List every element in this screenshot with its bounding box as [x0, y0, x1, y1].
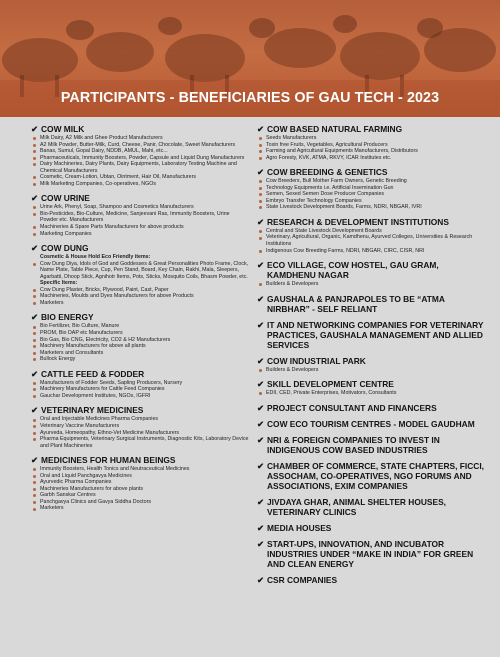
list-item: Builders & Developers [257, 367, 485, 374]
section-heading [257, 497, 485, 517]
section-cow-urine [31, 193, 249, 237]
list-item: A2 Milk Powder, Butter-Milk, Curd, Cheese, Panir, Chocolate, Sweet Manufacturers [31, 142, 249, 149]
participants-list [0, 124, 500, 657]
section-eco-village-cow-hostel-gau-gram-kamdhenu [257, 260, 485, 288]
list-item: Pharma Equipments, Veterinary Surgical Instruments, Diagnostic Kits, Laboratory Device and Plant Machineries [31, 436, 249, 449]
section-jivdaya-ghar-animal-shelter-houses-veter [257, 497, 485, 517]
list-item: Bio-Pesticides, Bio-Culture, Medicine, Sanjeevani Ras, Immunity Boosters, Urine Powder etc. Manufacturers [31, 211, 249, 224]
section-cow-milk [31, 124, 249, 187]
bullet-list [31, 466, 249, 512]
section-heading-text: MEDIA HOUSES [267, 522, 332, 533]
page-title: PARTICIPANTS - BENEFICIARIES OF GAU TECH - 2023 [60, 90, 440, 106]
section-heading-text: RESEARCH & DEVELOPMENT INSTITUTIONS [267, 216, 449, 227]
check-icon: ✔ [257, 167, 265, 178]
section-bio-energy [31, 312, 249, 362]
section-heading [31, 193, 249, 203]
check-icon: ✔ [257, 460, 265, 471]
check-icon: ✔ [257, 522, 265, 533]
check-icon: ✔ [257, 379, 265, 390]
list-item: Pharmaceuticals, Immunity Boosters, Powder, Capsule and Liquid Dung Manufacturers [31, 155, 249, 162]
subheading: Specific Items: [40, 280, 78, 287]
section-heading [257, 124, 485, 134]
section-heading [257, 419, 485, 429]
bullet-list [31, 135, 249, 187]
list-item: Marketers and Consultants [31, 350, 249, 357]
section-heading-text: IT AND NETWORKING COMPANIES FOR VETERINARY PRACTICES, GAUSHALA MANAGEMENT AND ALLIED SERVICES [267, 319, 484, 350]
section-medicines-for-human-beings [31, 455, 249, 512]
section-heading-text: BIO ENERGY [41, 312, 94, 323]
right-column [257, 124, 485, 591]
section-heading-text: SKILL DEVELOPMENT CENTRE [267, 379, 394, 390]
list-item: Dairy Machineries, Dairy Plants, Dairy Equipments, Laboratory Testing Machine and Chemical Manufacturers [31, 161, 249, 174]
section-heading-text: COW MILK [41, 124, 85, 134]
bullet-list [257, 135, 485, 161]
list-item: Builders & Developers [257, 281, 485, 288]
list-item: Bio Fertilizer, Bio Culture, Manure [31, 323, 249, 330]
section-heading [31, 124, 249, 134]
list-item: Cow Dung Plaster, Bricks, Plywood, Paint, Cast, Paper [31, 287, 249, 294]
bullet-list [31, 323, 249, 362]
section-heading-text: COW BASED NATURAL FARMING [267, 124, 403, 134]
section-heading-text: CSR COMPANIES [267, 574, 338, 585]
section-heading [31, 243, 249, 253]
check-icon: ✔ [31, 243, 39, 254]
section-heading [257, 435, 485, 455]
list-item: Technology Equipments i.e. Artificial Insemination Gun [257, 185, 485, 192]
subheading: Cosmetic & House Hold Eco Friendly items: [40, 254, 151, 261]
list-item: Oral and Injectable Medicines Pharma Companies [31, 416, 249, 423]
list-item: Agro Foresty, KVK, ATMA, RKVY, ICAR Institutes etc. [257, 155, 485, 162]
section-cattle-feed-fodder [31, 369, 249, 400]
section-heading [31, 312, 249, 322]
list-item: Semen, Sexed Semen Dose Producer Companies [257, 191, 485, 198]
section-gaushala-panjrapoles-to-be-atma-nirbhar- [257, 294, 485, 314]
check-icon: ✔ [257, 574, 265, 585]
section-research-development-institutions [257, 217, 485, 254]
section-skill-development-centre [257, 379, 485, 397]
header-banner [0, 0, 500, 117]
list-item: Marketers [31, 505, 249, 512]
list-item: Marketers [31, 300, 249, 307]
section-heading [257, 575, 485, 585]
list-item: Veterinary, Agricultural, Organic, Kamdhenu, Ayurved Colleges, Universities & Research Institutions [257, 234, 485, 247]
section-heading [257, 217, 485, 227]
section-heading [257, 356, 485, 366]
section-media-houses [257, 523, 485, 533]
check-icon: ✔ [257, 418, 265, 429]
check-icon: ✔ [257, 496, 265, 507]
list-item: Machinery Manufacturers for Cattle Feed Companies [31, 386, 249, 393]
list-item: PROM, Bio DAP etc Manufacturers [31, 330, 249, 337]
list-item: Machineries & Spare Parts Manufacturers for above products [31, 224, 249, 231]
bullet-list [31, 254, 249, 306]
section-heading-text: COW INDUSTRIAL PARK [267, 355, 366, 366]
list-item: Machinery Manufacturers for above all plants [31, 343, 249, 350]
list-item: Immunity Boosters, Health Tonics and Neutraceutical Medicines [31, 466, 249, 473]
section-heading-text: CATTLE FEED & FODDER [41, 368, 145, 379]
section-cow-breeding-genetics [257, 167, 485, 211]
section-heading [257, 403, 485, 413]
check-icon: ✔ [257, 319, 265, 330]
section-heading-text: COW DUNG [41, 243, 89, 254]
check-icon: ✔ [257, 293, 265, 304]
section-heading-text: PROJECT CONSULTANT AND FINANCERS [267, 402, 437, 413]
section-heading-text: VETERINARY MEDICINES [41, 405, 144, 416]
list-item: Cow Breeders, Bull Mother Farm Owners, Genetic Breeding [257, 178, 485, 185]
section-heading-text: START-UPS, INNOVATION, AND INCUBATOR INDUSTRIES UNDER “MAKE IN INDIA” FOR GREEN AND CLEAN ENERGY [267, 538, 474, 569]
check-icon: ✔ [31, 405, 39, 416]
section-nri-foreign-companies-to-invest-in-indig [257, 435, 485, 455]
list-item: Milk Marketing Companies, Co-operatives, NGOs [31, 181, 249, 188]
list-item: Milk Dairy, A2 Milk and Ghee Product Manufacturers [31, 135, 249, 142]
list-item: Gauchar Development Institutes, NGOs, IGFRI [31, 393, 249, 400]
section-heading [31, 455, 249, 465]
section-cow-industrial-park [257, 356, 485, 374]
section-heading-text: JIVDAYA GHAR, ANIMAL SHELTER HOUSES, VETERINARY CLINICS [267, 496, 447, 517]
list-item: Banas, Sumul, Gopal Dairy, NDDB, AMUL, Mahi, etc... [31, 148, 249, 155]
section-heading-text: GAUSHALA & PANJRAPOLES TO BE “ATMA NIRBHAR” - SELF RELIANT [267, 293, 445, 314]
list-item: Ayurveda, Homeopathy, Ethno-Vet Medicine Manufacturers [31, 430, 249, 437]
section-cow-based-natural-farming [257, 124, 485, 161]
check-icon: ✔ [31, 193, 39, 204]
section-veterinary-medicines [31, 405, 249, 449]
list-item: Panchgavya Clinics and Gavya Siddha Doctors [31, 499, 249, 506]
section-heading-text: COW ECO TOURISM CENTRES - MODEL GAUDHAM [267, 418, 475, 429]
list-item: Machineries, Moulds and Dyes Manufacturers for above Products [31, 293, 249, 300]
check-icon: ✔ [257, 124, 265, 134]
list-item: Bullock Energy [31, 356, 249, 363]
list-item: Toxin free Fruits, Vegetables, Agricultural Producers [257, 142, 485, 149]
section-heading-text: COW BREEDING & GENETICS [267, 167, 388, 178]
bullet-list [31, 416, 249, 449]
list-item: Bio Gas, Bio CNG, Electricity, CO2 & H2 Manufacturers [31, 337, 249, 344]
list-item: Indigenous Cow Breeding Farms, NDRI, NBGAR, CIRC, CISR, NRI [257, 248, 485, 255]
section-heading-text: NRI & FOREIGN COMPANIES TO INVEST IN INDIGENOUS COW BASED INDUSTRIES [267, 434, 440, 455]
check-icon: ✔ [31, 312, 39, 323]
check-icon: ✔ [257, 538, 265, 549]
section-heading [257, 294, 485, 314]
section-chamber-of-commerce-state-chapters-ficci [257, 461, 485, 491]
section-heading-text: MEDICINES FOR HUMAN BEINGS [41, 455, 176, 466]
check-icon: ✔ [31, 124, 39, 134]
section-heading [257, 461, 485, 491]
bullet-list [31, 380, 249, 400]
check-icon: ✔ [257, 402, 265, 413]
check-icon: ✔ [257, 434, 265, 445]
bullet-list [257, 390, 485, 397]
section-heading [257, 260, 485, 280]
section-heading-text: ECO VILLAGE, COW HOSTEL, GAU GRAM, KAMDHENU NAGAR [267, 260, 439, 281]
check-icon: ✔ [31, 455, 39, 466]
check-icon: ✔ [257, 355, 265, 366]
list-item: Manufacturers of Fodder Seeds, Sapling Producers, Nursery [31, 380, 249, 387]
section-project-consultant-and-financers [257, 403, 485, 413]
list-item: Embryo Transfer Technology Companies [257, 198, 485, 205]
list-item: Machineries Manufacturers for above plants [31, 486, 249, 493]
list-item: State Livestock Development Boards, Farms, NDRI, NBGAR, IVRI [257, 204, 485, 211]
list-item: Central and State Livestock Development Boards [257, 228, 485, 235]
left-column [31, 124, 249, 518]
section-it-and-networking-companies-for-veterina [257, 320, 485, 350]
list-item: Farming and Agricultural Equipments Manufacturers, Distributors [257, 148, 485, 155]
section-heading [257, 167, 485, 177]
section-cow-eco-tourism-centres-model-gaudham [257, 419, 485, 429]
list-item: Marketing Companies [31, 231, 249, 238]
section-csr-companies [257, 575, 485, 585]
list-item: Cow Dung Diya, Idols of God and Goddesses & Great Personalities Photo Frame, Clock, Name Plate, Table Piece, Cup, Pen Stand, Board, Key Chain, Rakhi, Mala, Sleepers, Agarbatti, Dhoop Stick, Agnihotr Items, Pots, Sticks, Mosquito Coils, Bhasm Powder, etc. [31, 261, 249, 281]
list-item: Garbh Sanskar Centres [31, 492, 249, 499]
bullet-list [257, 178, 485, 211]
bullet-list [257, 228, 485, 254]
section-heading [257, 523, 485, 533]
list-item: EDII, CED, Private Enterprises, Motivators, Consultants [257, 390, 485, 397]
list-item: Cosmetic, Cream-Lotion, Ubtan, Ointment, Hair Oil, Manufacturers [31, 174, 249, 181]
bullet-list [31, 204, 249, 237]
check-icon: ✔ [257, 260, 265, 271]
section-heading [257, 539, 485, 569]
section-heading [31, 369, 249, 379]
bullet-list [257, 367, 485, 374]
section-heading-text: COW URINE [41, 193, 90, 204]
section-heading-text: CHAMBER OF COMMERCE, STATE CHAPTERS, FICCI, ASSOCHAM, CO-OPERATIVES, NGO FORUMS AND ASSOCIATIONS, EXIM COMPANIES [267, 460, 484, 491]
check-icon: ✔ [31, 368, 39, 379]
list-item: Seeds Manufacturers [257, 135, 485, 142]
list-item: Urine Ark, Phenyl, Soap, Shampoo and Cosmetics Manufacturers [31, 204, 249, 211]
bullet-list [257, 281, 485, 288]
section-heading [31, 405, 249, 415]
section-cow-dung [31, 243, 249, 306]
list-item: Ayurvedic Pharma Companies [31, 479, 249, 486]
section-heading [257, 320, 485, 350]
list-item: Oral and Liquid Panchgavya Medicines [31, 473, 249, 480]
list-item: Veterinary Vaccine Manufacturers [31, 423, 249, 430]
section-heading [257, 379, 485, 389]
section-start-ups-innovation-and-incubator-indus [257, 539, 485, 569]
check-icon: ✔ [257, 216, 265, 227]
